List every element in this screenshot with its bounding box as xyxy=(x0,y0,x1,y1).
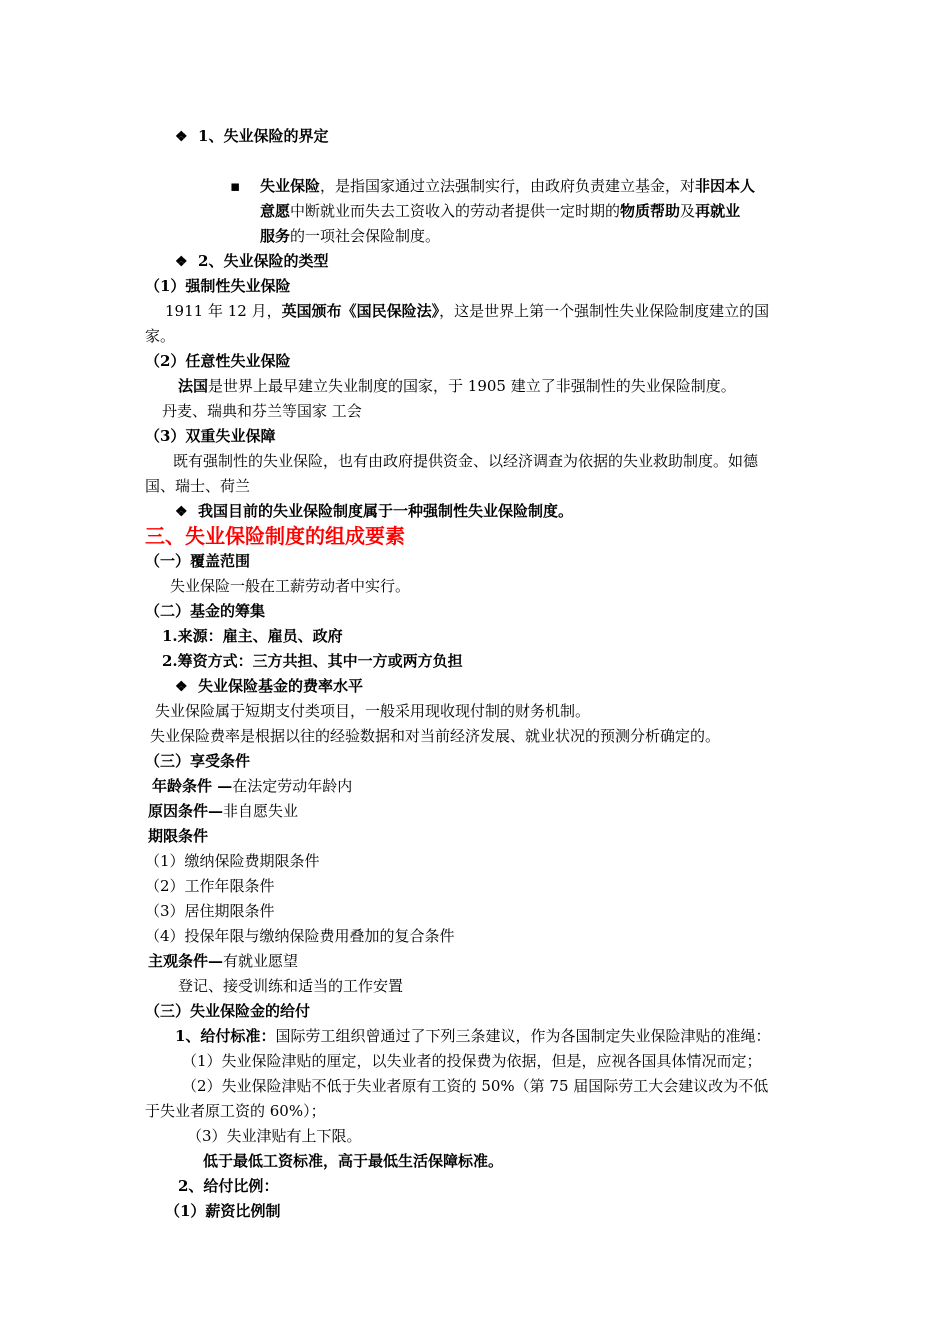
type-3-line-1: 既有强制性的失业保险，也有由政府提供资金、以经济调查为依据的失业救助制度。如德 xyxy=(173,452,759,470)
period-item-3: （3）居住期限条件 xyxy=(145,902,275,920)
square-bullet-icon: ▪ xyxy=(230,177,241,195)
coverage-text: 失业保险一般在工薪劳动者中实行。 xyxy=(170,577,411,595)
definition-line-2: 意愿中断就业而失去工资收入的劳动者提供一定时期的物质帮助及再就业 xyxy=(260,202,741,220)
fund-source: 1.来源：雇主、雇员、政府 xyxy=(162,627,343,645)
definition-line-3: 服务的一项社会保险制度。 xyxy=(260,227,441,245)
diamond-bullet-icon: ❖ xyxy=(175,679,188,695)
fee-rate-line-1: 失业保险属于短期支付类项目，一般采用现收现付制的财务机制。 xyxy=(155,702,591,720)
coverage-heading: （一）覆盖范围 xyxy=(145,552,251,570)
standard-item-2-cont: 于失业者原工资的 60%）； xyxy=(145,1102,326,1120)
standard-item-3: （3）失业津贴有上下限。 xyxy=(187,1127,362,1145)
subjective-text: 登记、接受训练和适当的工作安置 xyxy=(178,977,404,995)
section-3-title: 三、失业保险制度的组成要素 xyxy=(145,524,405,548)
period-item-1: （1）缴纳保险费期限条件 xyxy=(145,852,320,870)
period-item-2: （2）工作年限条件 xyxy=(145,877,275,895)
fund-method: 2.筹资方式：三方共担、其中一方或两方负担 xyxy=(162,652,463,670)
diamond-bullet-icon: ❖ xyxy=(175,129,188,145)
section-1-heading: ❖ 1、失业保险的界定 xyxy=(175,127,329,145)
type-2-line-1: 法国是世界上最早建立失业制度的国家，于 1905 建立了非强制性的失业保险制度。 xyxy=(178,377,736,395)
type-1-line-1: 1911 年 12 月，英国颁布《国民保险法》，这是世界上第一个强制性失业保险制度建立的国 xyxy=(165,302,770,320)
diamond-bullet-icon: ❖ xyxy=(175,254,188,270)
fee-rate-line-2: 失业保险费率是根据以往的经验数据和对当前经济发展、就业状况的预测分析确定的。 xyxy=(150,727,721,745)
min-max-note: 低于最低工资标准，高于最低生活保障标准。 xyxy=(203,1152,504,1170)
china-note: ❖ 我国目前的失业保险制度属于一种强制性失业保险制度。 xyxy=(175,502,574,520)
ratio-heading: 2、给付比例： xyxy=(178,1177,279,1195)
age-condition: 年龄条件 —在法定劳动年龄内 xyxy=(152,777,353,795)
period-item-4: （4）投保年限与缴纳保险费用叠加的复合条件 xyxy=(145,927,455,945)
period-condition: 期限条件 xyxy=(148,827,209,845)
diamond-bullet-icon: ❖ xyxy=(175,504,188,520)
fee-rate-heading: ❖ 失业保险基金的费率水平 xyxy=(175,677,364,695)
standard-item-1: （1）失业保险津贴的厘定，以失业者的投保费为依据，但是，应视各国具体情况而定； xyxy=(182,1052,762,1070)
type-2-heading: （2）任意性失业保险 xyxy=(145,352,291,370)
standard-item-2: （2）失业保险津贴不低于失业者原有工资的 50%（第 75 届国际劳工大会建议改为不低 xyxy=(182,1077,769,1095)
type-1-line-2: 家。 xyxy=(145,327,176,345)
reason-condition: 原因条件—非自愿失业 xyxy=(148,802,299,820)
conditions-heading: （三）享受条件 xyxy=(145,752,251,770)
section-2-heading: ❖ 2、失业保险的类型 xyxy=(175,252,329,270)
definition-line-1: 失业保险，是指国家通过立法强制实行，由政府负责建立基金，对非因本人 xyxy=(260,177,756,195)
type-2-line-2: 丹麦、瑞典和芬兰等国家 工会 xyxy=(162,402,362,420)
subjective-condition: 主观条件—有就业愿望 xyxy=(148,952,299,970)
benefit-heading: （三）失业保险金的给付 xyxy=(145,1002,311,1020)
type-3-line-2: 国、瑞士、荷兰 xyxy=(145,477,251,495)
type-3-heading: （3）双重失业保障 xyxy=(145,427,276,445)
salary-ratio: （1）薪资比例制 xyxy=(165,1202,281,1220)
type-1-heading: （1）强制性失业保险 xyxy=(145,277,291,295)
fund-heading: （二）基金的筹集 xyxy=(145,602,266,620)
standard-line: 1、给付标准：国际劳工组织曾通过了下列三条建议，作为各国制定失业保险津贴的准绳： xyxy=(175,1027,771,1045)
